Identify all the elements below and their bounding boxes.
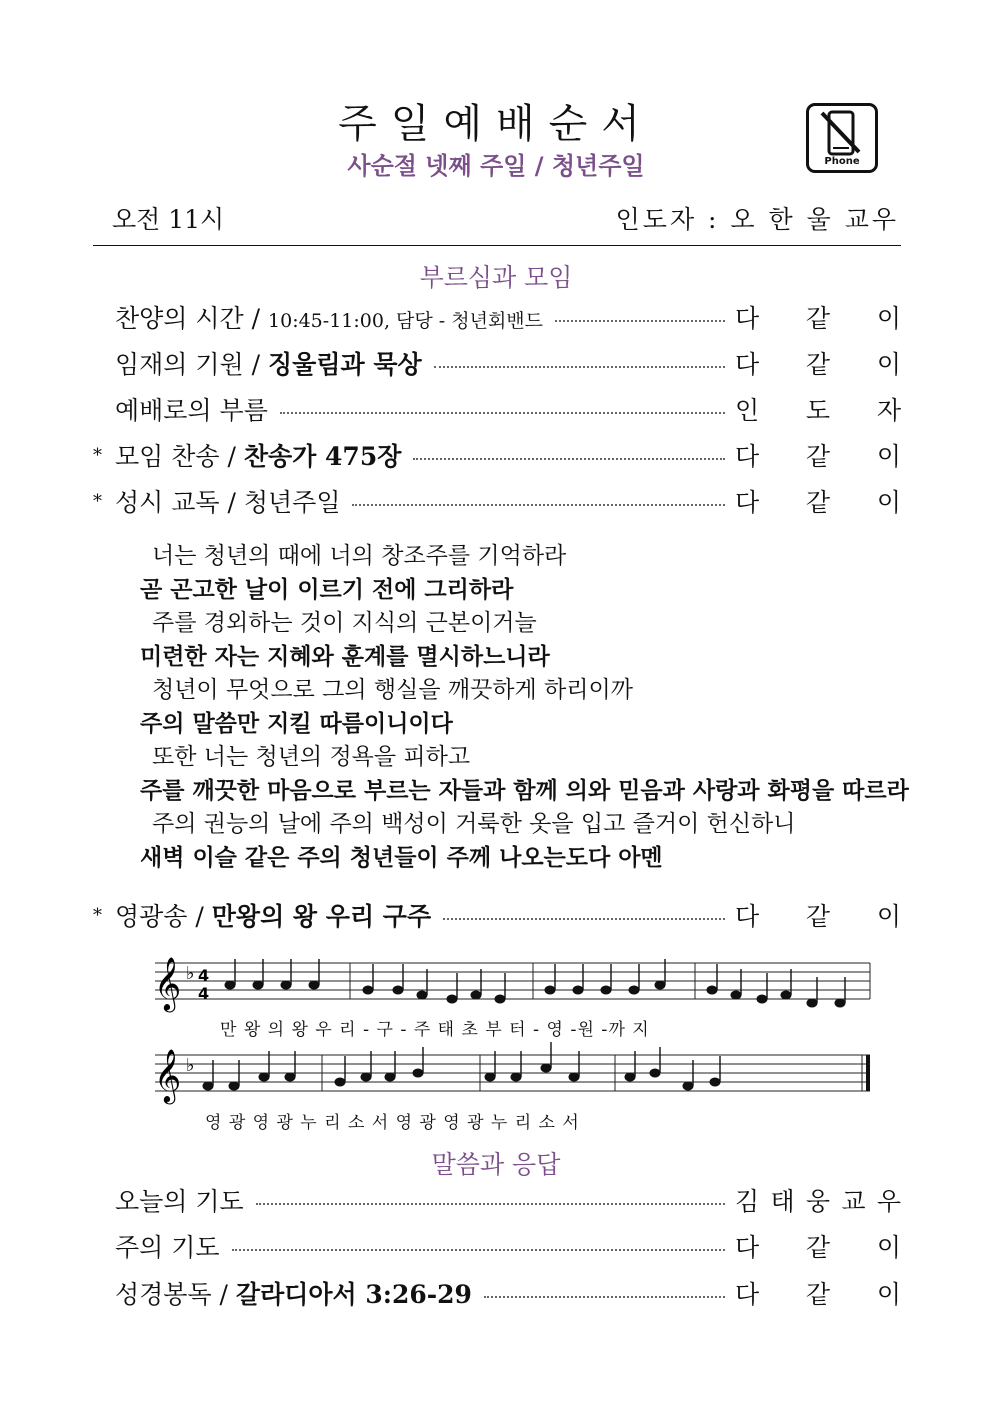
music-note	[569, 1073, 579, 1081]
music-note	[807, 999, 817, 1007]
music-note	[385, 1073, 395, 1081]
order-item	[93, 484, 901, 518]
music-note	[710, 1078, 720, 1086]
order-item-label: 찬양의 시간 / 10:45-11:00, 담당 - 청년회밴드	[115, 304, 544, 333]
music-note	[573, 986, 583, 994]
time-signature: 4	[198, 966, 210, 985]
participant: 다 같 이	[735, 902, 901, 931]
no-phone-icon	[806, 103, 878, 173]
reading-response-line: 미련한 자는 지혜와 훈계를 멸시하느니라	[140, 643, 550, 670]
reading-leader-line: 너는 청년의 때에 너의 창조주를 기억하라	[152, 543, 567, 569]
music-note	[601, 986, 611, 994]
participant: 다 같 이	[735, 304, 901, 333]
order-item	[93, 392, 901, 426]
music-note	[361, 1073, 371, 1081]
music-note	[417, 991, 427, 999]
participant: 다 같 이	[735, 1280, 901, 1309]
music-note	[655, 981, 665, 989]
leader-dots	[434, 366, 725, 368]
music-note	[253, 981, 263, 989]
music-note	[781, 991, 791, 999]
music-note	[757, 995, 767, 1003]
music-note	[485, 1073, 495, 1081]
treble-clef-icon: 𝄞	[154, 956, 182, 1010]
participant: 다 같 이	[735, 1233, 901, 1262]
leader-dots	[280, 412, 725, 414]
section-title-word: 말씀과 응답	[431, 1150, 561, 1179]
order-item	[93, 346, 901, 380]
music-note	[335, 1078, 345, 1086]
leader-dots	[555, 320, 725, 322]
gloria-label: 영광송 /	[115, 902, 212, 931]
music-note	[393, 986, 403, 994]
order-item	[93, 1276, 901, 1310]
svg-text:4: 4	[198, 984, 210, 1003]
participant: 다 같 이	[735, 350, 901, 379]
music-note	[471, 991, 481, 999]
participant: 인 도 자	[735, 396, 901, 425]
leader-dots	[232, 1249, 725, 1251]
music-note	[363, 986, 373, 994]
leader-dots	[413, 458, 725, 460]
reading-response-line: 주의 말씀만 지킬 따름이니이다	[140, 710, 453, 737]
participant: 다 같 이	[735, 488, 901, 517]
order-item-label: 모임 찬송 / 찬송가 475장	[115, 442, 402, 471]
participant: 김 태 웅 교 우	[735, 1187, 901, 1216]
music-note	[495, 995, 505, 1003]
page-title: 주일예배순서	[338, 101, 654, 147]
order-item-label: 성경봉독 / 갈라디아서 3:26-29	[115, 1280, 472, 1309]
music-note	[413, 1069, 423, 1077]
music-note	[835, 999, 845, 1007]
music-note	[203, 1082, 213, 1090]
order-item-label: 오늘의 기도	[115, 1187, 244, 1216]
music-note	[625, 1073, 635, 1081]
phone-label: Phone	[824, 156, 860, 167]
order-item-label: 예배로의 부름	[115, 396, 268, 425]
svg-text:♭: ♭	[186, 963, 195, 984]
reading-leader-line: 청년이 무엇으로 그의 행실을 깨끗하게 하리이까	[152, 677, 633, 703]
reading-leader-line: 또한 너는 청년의 정욕을 피하고	[152, 744, 471, 770]
music-note	[285, 1073, 295, 1081]
section-title-gathering: 부르심과 모임	[419, 263, 573, 292]
leader-dots	[352, 504, 725, 506]
standing-mark: *	[93, 490, 102, 512]
order-item-label: 성시 교독 / 청년주일	[115, 488, 341, 517]
treble-clef-icon: 𝄞	[154, 1048, 182, 1102]
order-item	[93, 438, 901, 472]
lyrics-line-1: 만 왕 의 왕 우 리 - 구 - 주 태 초 부 터 - 영 -원 -까 지	[220, 1020, 650, 1040]
music-note	[309, 981, 319, 989]
gloria-row	[93, 898, 901, 932]
music-note	[629, 986, 639, 994]
reading-leader-line: 주를 경외하는 것이 지식의 근본이거늘	[152, 610, 537, 636]
standing-mark: *	[93, 904, 102, 926]
lyrics-line-2: 영 광 영 광 누 리 소 서 영 광 영 광 누 리 소 서	[205, 1113, 580, 1133]
gloria-title: 만왕의 왕 우리 구주	[211, 902, 432, 931]
page-subtitle: 사순절 넷째 주일 / 청년주일	[347, 152, 645, 180]
leader-name: 인도자 : 오 한 울 교우	[615, 205, 899, 234]
reading-response-line: 곧 곤고한 날이 이르기 전에 그리하라	[140, 576, 514, 603]
order-item-label: 임재의 기원 / 징울림과 묵상	[115, 350, 422, 379]
reading-response-line: 새벽 이슬 같은 주의 청년들이 주께 나오는도다 아멘	[140, 844, 663, 871]
service-time: 오전 11시	[112, 205, 225, 234]
leader-dots	[256, 1203, 725, 1205]
leader-dots	[484, 1296, 725, 1298]
music-note	[541, 1064, 551, 1072]
order-item	[93, 300, 901, 334]
participant: 다 같 이	[735, 442, 901, 471]
music-note	[683, 1082, 693, 1090]
music-note	[545, 986, 555, 994]
music-note	[650, 1069, 660, 1077]
music-note	[447, 995, 457, 1003]
music-note	[281, 981, 291, 989]
leader-dots	[443, 918, 725, 920]
reading-response-line: 주를 깨끗한 마음으로 부르는 자들과 함께 의와 믿음과 사랑과 화평을 따르라	[140, 777, 909, 804]
music-note	[511, 1073, 521, 1081]
music-note	[707, 986, 717, 994]
music-note	[731, 991, 741, 999]
music-note	[225, 981, 235, 989]
order-item	[93, 1183, 901, 1217]
responsive-reading	[140, 540, 909, 875]
order-item	[93, 1229, 901, 1263]
svg-text:♭: ♭	[186, 1055, 195, 1076]
music-note	[259, 1073, 269, 1081]
header-divider	[93, 245, 901, 246]
music-note	[229, 1082, 239, 1090]
reading-leader-line: 주의 권능의 날에 주의 백성이 거룩한 옷을 입고 즐거이 헌신하니	[152, 811, 796, 837]
order-item-label: 주의 기도	[115, 1233, 220, 1262]
standing-mark: *	[93, 444, 102, 466]
